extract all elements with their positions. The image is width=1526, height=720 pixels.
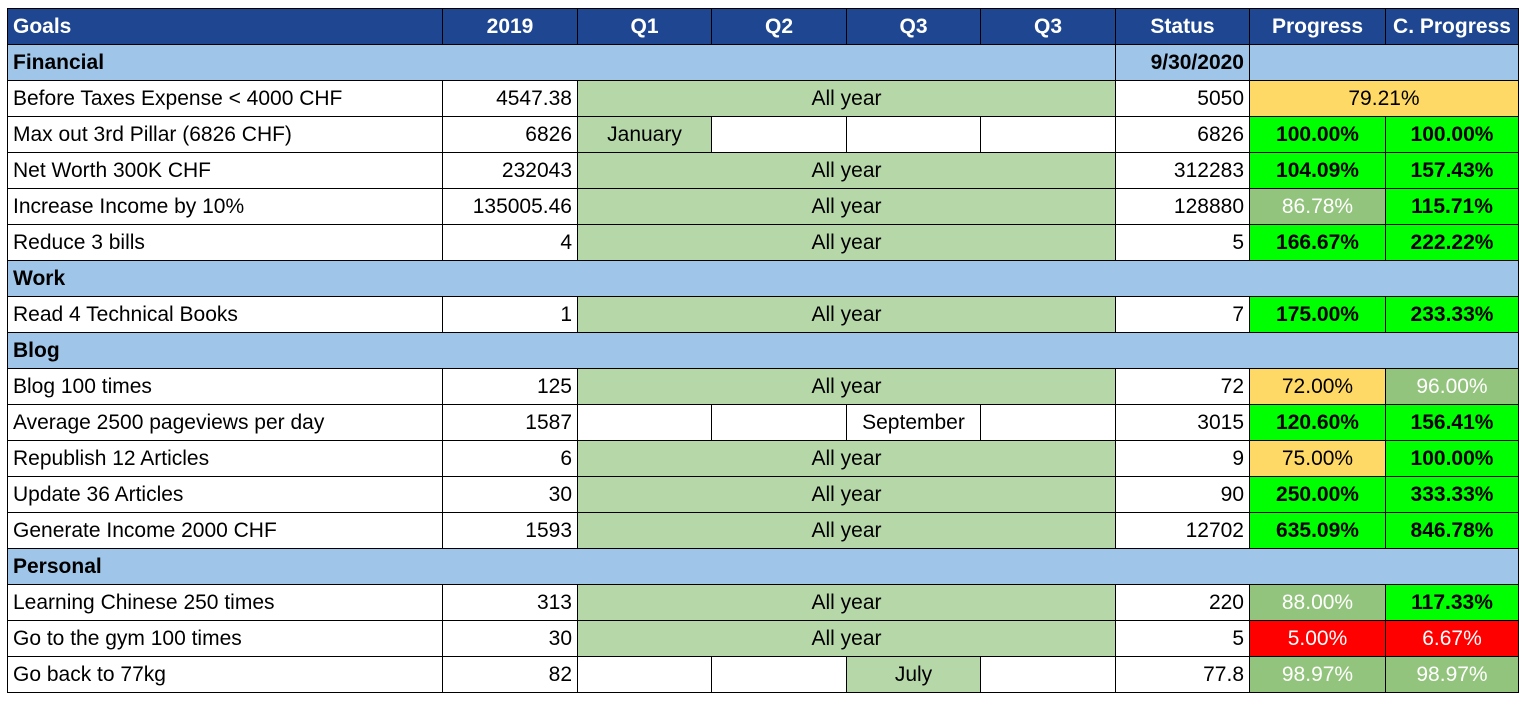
section-title[interactable]: Blog: [8, 333, 1519, 369]
c-progress-value[interactable]: 157.43%: [1386, 153, 1519, 189]
status-value[interactable]: 5: [1116, 225, 1250, 261]
value-2019[interactable]: 1593: [443, 513, 578, 549]
c-progress-value[interactable]: 100.00%: [1386, 441, 1519, 477]
goal-row: [8, 117, 1519, 153]
period-empty[interactable]: [712, 117, 847, 153]
period-all-year[interactable]: All year: [578, 441, 1116, 477]
progress-value[interactable]: 86.78%: [1250, 189, 1386, 225]
period-all-year[interactable]: All year: [578, 369, 1116, 405]
status-value[interactable]: 5: [1116, 621, 1250, 657]
value-2019[interactable]: 135005.46: [443, 189, 578, 225]
status-value[interactable]: 312283: [1116, 153, 1250, 189]
value-2019[interactable]: 4547.38: [443, 81, 578, 117]
c-progress-value[interactable]: 98.97%: [1386, 657, 1519, 693]
header-q1[interactable]: Q1: [578, 9, 712, 45]
progress-value[interactable]: 635.09%: [1250, 513, 1386, 549]
section-row: [8, 261, 1519, 297]
goal-row: [8, 441, 1519, 477]
period-empty[interactable]: [981, 117, 1116, 153]
period-all-year[interactable]: All year: [578, 585, 1116, 621]
value-2019[interactable]: 4: [443, 225, 578, 261]
progress-value[interactable]: 88.00%: [1250, 585, 1386, 621]
value-2019[interactable]: 1587: [443, 405, 578, 441]
period-all-year[interactable]: All year: [578, 189, 1116, 225]
value-2019[interactable]: 313: [443, 585, 578, 621]
value-2019[interactable]: 232043: [443, 153, 578, 189]
progress-value[interactable]: 250.00%: [1250, 477, 1386, 513]
goal-name[interactable]: Reduce 3 bills: [8, 225, 443, 261]
period-all-year[interactable]: All year: [578, 477, 1116, 513]
period-empty[interactable]: [712, 405, 847, 441]
value-2019[interactable]: 30: [443, 477, 578, 513]
period-cell[interactable]: September: [847, 405, 981, 441]
progress-value[interactable]: 5.00%: [1250, 621, 1386, 657]
period-cell[interactable]: January: [578, 117, 712, 153]
c-progress-value[interactable]: 156.41%: [1386, 405, 1519, 441]
value-2019[interactable]: 82: [443, 657, 578, 693]
goals-sheet: [7, 8, 1519, 693]
header-q2[interactable]: Q2: [712, 9, 847, 45]
status-value[interactable]: 128880: [1116, 189, 1250, 225]
c-progress-value[interactable]: 333.33%: [1386, 477, 1519, 513]
status-value[interactable]: 220: [1116, 585, 1250, 621]
status-value[interactable]: 3015: [1116, 405, 1250, 441]
period-all-year[interactable]: All year: [578, 81, 1116, 117]
goal-name[interactable]: Max out 3rd Pillar (6826 CHF): [8, 117, 443, 153]
progress-value[interactable]: 120.60%: [1250, 405, 1386, 441]
section-title[interactable]: Work: [8, 261, 1519, 297]
goal-row: [8, 189, 1519, 225]
status-value[interactable]: 77.8: [1116, 657, 1250, 693]
period-all-year[interactable]: All year: [578, 621, 1116, 657]
goal-name[interactable]: Before Taxes Expense < 4000 CHF: [8, 81, 443, 117]
progress-value[interactable]: 175.00%: [1250, 297, 1386, 333]
goal-row: [8, 477, 1519, 513]
section-title[interactable]: Personal: [8, 549, 1519, 585]
header-goals[interactable]: Goals: [8, 9, 443, 45]
goal-name[interactable]: Average 2500 pageviews per day: [8, 405, 443, 441]
goal-name[interactable]: Go to the gym 100 times: [8, 621, 443, 657]
section-row: [8, 333, 1519, 369]
goal-name[interactable]: Go back to 77kg: [8, 657, 443, 693]
value-2019[interactable]: 30: [443, 621, 578, 657]
progress-value[interactable]: 98.97%: [1250, 657, 1386, 693]
period-all-year[interactable]: All year: [578, 225, 1116, 261]
header-q3[interactable]: Q3: [847, 9, 981, 45]
header-c-progress[interactable]: C. Progress: [1386, 9, 1519, 45]
c-progress-value[interactable]: 233.33%: [1386, 297, 1519, 333]
header-progress[interactable]: Progress: [1250, 9, 1386, 45]
c-progress-value[interactable]: 100.00%: [1386, 117, 1519, 153]
c-progress-value[interactable]: 117.33%: [1386, 585, 1519, 621]
progress-value[interactable]: 104.09%: [1250, 153, 1386, 189]
status-value[interactable]: 5050: [1116, 81, 1250, 117]
progress-value[interactable]: 72.00%: [1250, 369, 1386, 405]
period-empty[interactable]: [981, 405, 1116, 441]
c-progress-value[interactable]: 115.71%: [1386, 189, 1519, 225]
period-empty[interactable]: [712, 657, 847, 693]
goal-row: [8, 369, 1519, 405]
header-2019[interactable]: 2019: [443, 9, 578, 45]
status-value[interactable]: 72: [1116, 369, 1250, 405]
period-empty[interactable]: [981, 657, 1116, 693]
goal-name[interactable]: Update 36 Articles: [8, 477, 443, 513]
period-all-year[interactable]: All year: [578, 513, 1116, 549]
progress-value[interactable]: 75.00%: [1250, 441, 1386, 477]
value-2019[interactable]: 1: [443, 297, 578, 333]
period-cell[interactable]: July: [847, 657, 981, 693]
period-empty[interactable]: [847, 117, 981, 153]
goal-row: [8, 585, 1519, 621]
status-value[interactable]: 12702: [1116, 513, 1250, 549]
value-2019[interactable]: 125: [443, 369, 578, 405]
status-value[interactable]: 90: [1116, 477, 1250, 513]
progress-value[interactable]: 100.00%: [1250, 117, 1386, 153]
header-status[interactable]: Status: [1116, 9, 1250, 45]
period-all-year[interactable]: All year: [578, 153, 1116, 189]
goal-name[interactable]: Learning Chinese 250 times: [8, 585, 443, 621]
goal-row: [8, 513, 1519, 549]
header-row: [8, 9, 1519, 45]
section-fill[interactable]: [1250, 45, 1519, 81]
goal-name[interactable]: Blog 100 times: [8, 369, 443, 405]
period-empty[interactable]: [578, 657, 712, 693]
value-2019[interactable]: 6826: [443, 117, 578, 153]
period-all-year[interactable]: All year: [578, 297, 1116, 333]
goal-name[interactable]: Increase Income by 10%: [8, 189, 443, 225]
c-progress-value[interactable]: 846.78%: [1386, 513, 1519, 549]
section-row: [8, 549, 1519, 585]
value-2019[interactable]: 6: [443, 441, 578, 477]
progress-value[interactable]: 79.21%: [1250, 81, 1519, 117]
goal-name[interactable]: Republish 12 Articles: [8, 441, 443, 477]
goal-row: [8, 657, 1519, 693]
c-progress-value[interactable]: 96.00%: [1386, 369, 1519, 405]
goal-row: [8, 621, 1519, 657]
goal-row: [8, 81, 1519, 117]
c-progress-value[interactable]: 222.22%: [1386, 225, 1519, 261]
status-date[interactable]: 9/30/2020: [1116, 45, 1250, 81]
goal-name[interactable]: Generate Income 2000 CHF: [8, 513, 443, 549]
section-title[interactable]: Financial: [8, 45, 1116, 81]
goal-name[interactable]: Net Worth 300K CHF: [8, 153, 443, 189]
period-empty[interactable]: [578, 405, 712, 441]
goal-name[interactable]: Read 4 Technical Books: [8, 297, 443, 333]
goal-row: [8, 225, 1519, 261]
header-q4[interactable]: Q3: [981, 9, 1116, 45]
section-row: [8, 45, 1519, 81]
status-value[interactable]: 6826: [1116, 117, 1250, 153]
status-value[interactable]: 9: [1116, 441, 1250, 477]
goal-row: [8, 297, 1519, 333]
status-value[interactable]: 7: [1116, 297, 1250, 333]
progress-value[interactable]: 166.67%: [1250, 225, 1386, 261]
c-progress-value[interactable]: 6.67%: [1386, 621, 1519, 657]
goal-row: [8, 405, 1519, 441]
sheet-body: [8, 45, 1519, 693]
goal-row: [8, 153, 1519, 189]
